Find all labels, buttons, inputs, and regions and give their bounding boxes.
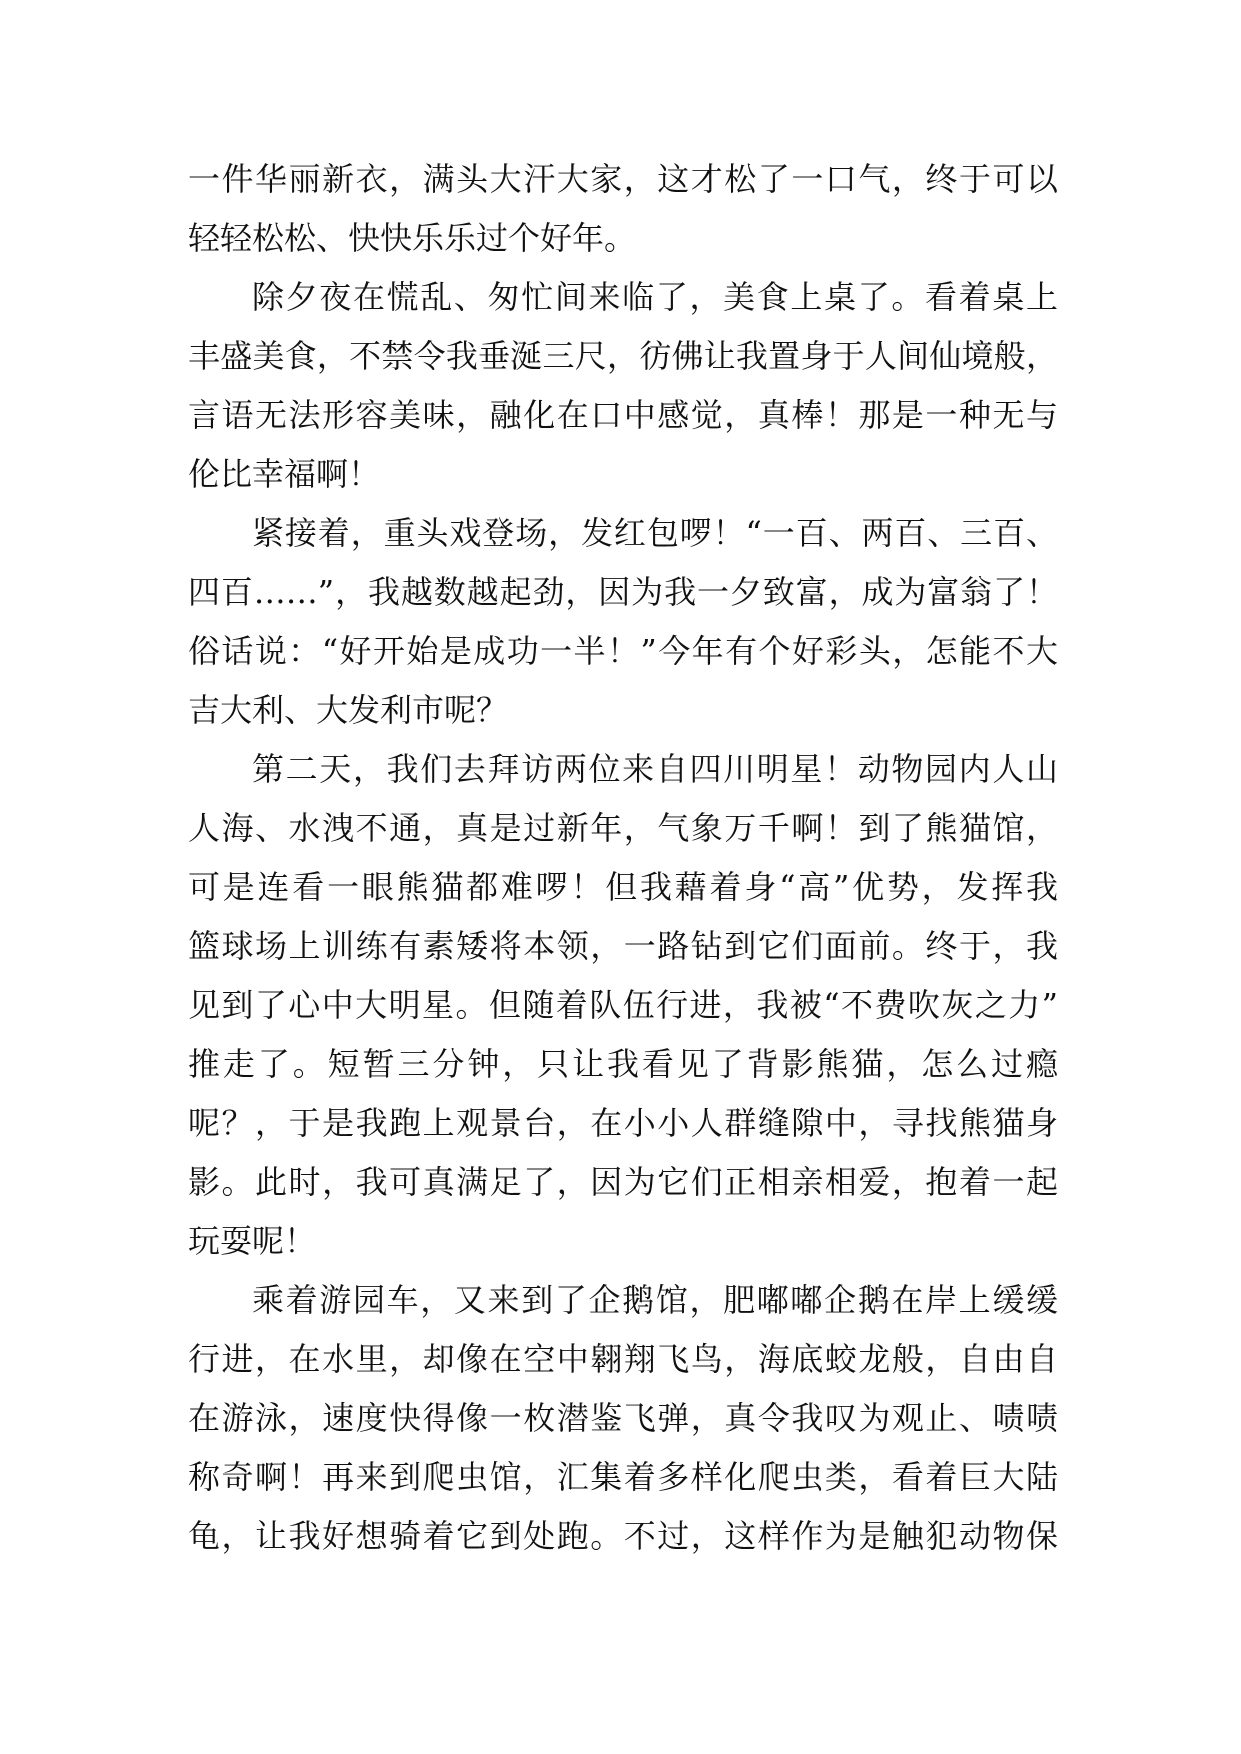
text-line: 见到了心中大明星。但随着队伍行进，我被“不费吹灰之力” — [188, 986, 1058, 1024]
text-line: 丰盛美食，不禁令我垂涎三尺，彷佛让我置身于人间仙境般， — [188, 337, 1058, 375]
paragraph-first-line: 乘着游园车，又来到了企鹅馆，肥嘟嘟企鹅在岸上缓缓 — [252, 1281, 1058, 1319]
text-line: 龟，让我好想骑着它到处跑。不过，这样作为是触犯动物保 — [188, 1517, 1058, 1555]
paragraph-first-line: 紧接着，重头戏登场，发红包啰！“一百、两百、三百、 — [252, 514, 1058, 552]
text-line: 篮球场上训练有素矮将本领，一路钻到它们面前。终于，我 — [188, 927, 1058, 965]
text-line: 吉大利、大发利市呢？ — [188, 691, 509, 729]
text-line: 四百……”，我越数越起劲，因为我一夕致富，成为富翁了！ — [188, 573, 1058, 611]
text-line: 一件华丽新衣，满头大汗大家，这才松了一口气，终于可以 — [188, 160, 1058, 198]
text-line: 推走了。短暂三分钟，只让我看见了背影熊猫，怎么过瘾 — [188, 1045, 1058, 1083]
text-line: 玩耍呢！ — [188, 1222, 317, 1260]
text-line: 呢？，于是我跑上观景台，在小小人群缝隙中，寻找熊猫身 — [188, 1104, 1058, 1142]
text-line: 行进，在水里，却像在空中翱翔飞鸟，海底蛟龙般，自由自 — [188, 1340, 1058, 1378]
text-line: 可是连看一眼熊猫都难啰！但我藉着身“高”优势，发挥我 — [188, 868, 1058, 906]
text-line: 影。此时，我可真满足了，因为它们正相亲相爱，抱着一起 — [188, 1163, 1058, 1201]
text-line: 称奇啊！再来到爬虫馆，汇集着多样化爬虫类，看着巨大陆 — [188, 1458, 1058, 1496]
text-line: 伦比幸福啊！ — [188, 455, 381, 493]
article-body — [188, 150, 1058, 1566]
text-line: 轻轻松松、快快乐乐过个好年。 — [188, 219, 637, 257]
text-line: 在游泳，速度快得像一枚潜鉴飞弹，真令我叹为观止、啧啧 — [188, 1399, 1058, 1437]
text-line: 人海、水洩不通，真是过新年，气象万千啊！到了熊猫馆， — [188, 809, 1058, 847]
text-line: 俗话说：“好开始是成功一半！”今年有个好彩头，怎能不大 — [188, 632, 1058, 670]
paragraph-first-line: 第二天，我们去拜访两位来自四川明星！动物园内人山 — [252, 750, 1058, 788]
paragraph-first-line: 除夕夜在慌乱、匆忙间来临了，美食上桌了。看着桌上 — [252, 278, 1058, 316]
text-line: 言语无法形容美味，融化在口中感觉，真棒！那是一种无与 — [188, 396, 1058, 434]
